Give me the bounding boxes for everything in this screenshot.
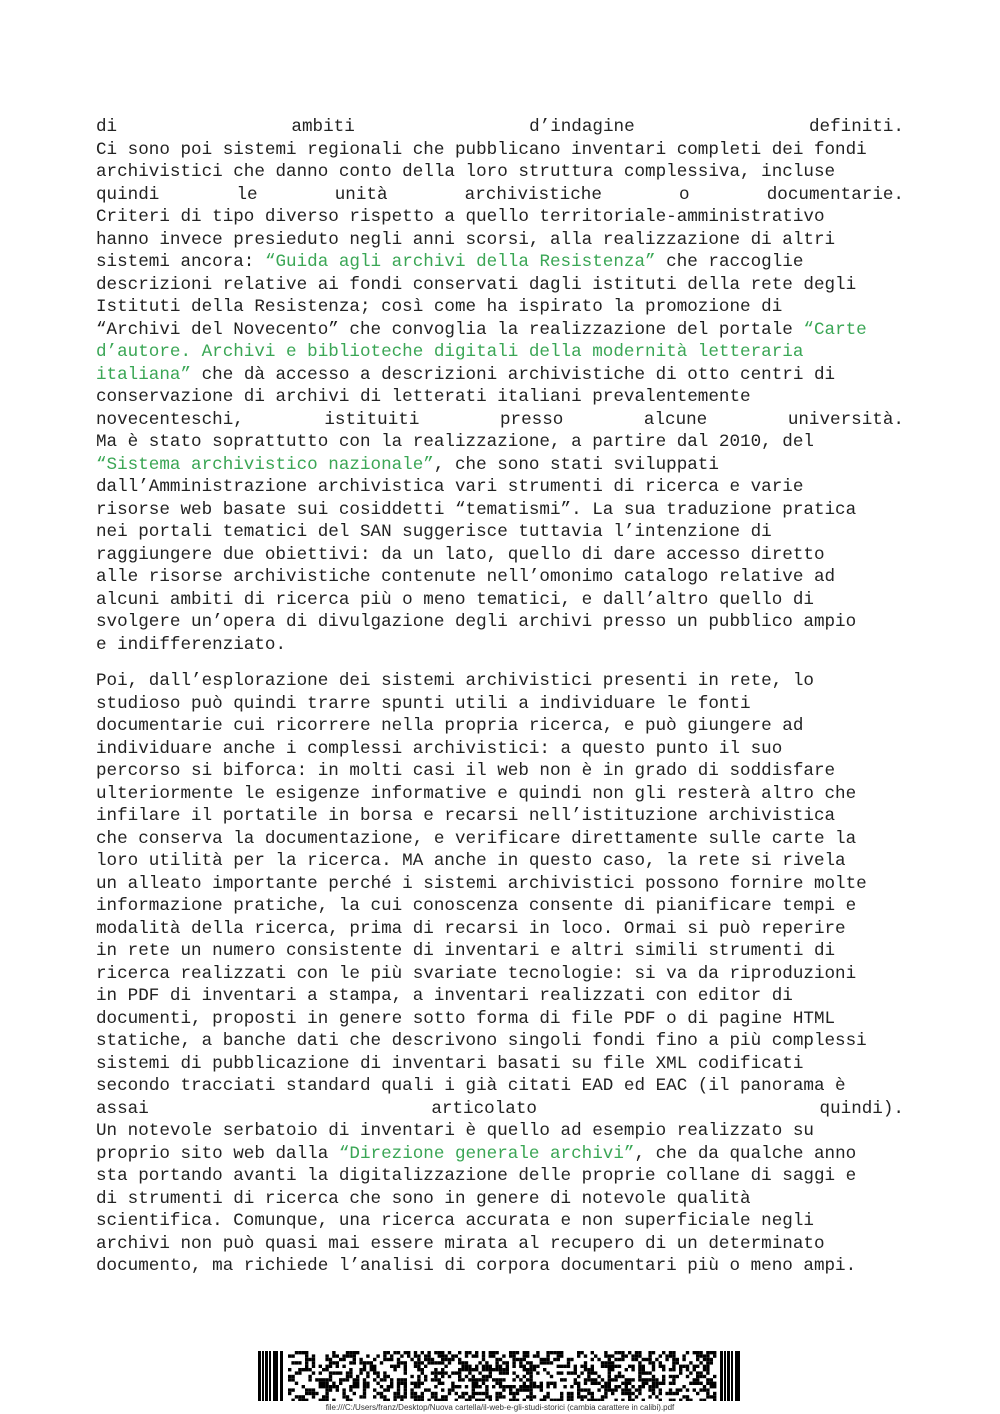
text-line: Poi, dall’esplorazione dei sistemi archivistici presenti in rete, lo (96, 671, 814, 691)
text-line: documenti, proposti in genere sotto forma di file PDF o di pagine HTML (96, 1008, 836, 1029)
link-sistema-archivistico-nazionale[interactable]: “Sistema archivistico nazionale” (96, 454, 434, 475)
text-line: proprio sito web dalla “Direzione generale archivi”, che da qualche anno (96, 1143, 857, 1164)
text-line: nei portali tematici del SAN suggerisce tuttavia l’intenzione di (96, 522, 772, 542)
text-line: statiche, a banche dati che descrivono singoli fondi fino a più complessi (96, 1031, 867, 1051)
text-line: dall’Amministrazione archivistica vari strumenti di ricerca e varie (96, 477, 804, 497)
text-line: sistemi di pubblicazione di inventari basati su file XML codificati (96, 1053, 804, 1074)
text-line: Criteri di tipo diverso rispetto a quello territoriale-amministrativo (96, 207, 825, 227)
text-line: italiana” che dà accesso a descrizioni archivistiche di otto centri di (96, 364, 836, 385)
barcode-image (258, 1351, 742, 1401)
link-direzione-generale-archivi[interactable]: “Direzione generale archivi” (338, 1143, 635, 1164)
text-line: scientifica. Comunque, una ricerca accurata e non superficiale negli (96, 1211, 814, 1231)
body-text (96, 116, 904, 1278)
text-line: studioso può quindi trarre spunti utili a individuare le fonti (96, 693, 751, 714)
text-line: di strumenti di ricerca che sono in genere di notevole qualità (96, 1188, 751, 1209)
text-line: ulteriormente le esigenze informative e quindi non gli resterà altro che (96, 783, 857, 804)
text-line: descrizioni relative ai fondi conservati dagli istituti della rete degli (96, 274, 857, 295)
text-line: archivistici che danno conto della loro struttura complessiva, incluse (96, 162, 836, 182)
text-line: loro utilità per la ricerca. MA anche in questo caso, la rete si rivela (96, 851, 846, 871)
text-line: che conserva la documentazione, e verificare direttamente sulle carte la (96, 828, 857, 849)
text-line: risorse web basate sui cosiddetti “tematismi”. La sua traduzione pratica (96, 499, 857, 520)
link-guida-archivi-resistenza[interactable]: “Guida agli archivi della Resistenza” (264, 252, 656, 272)
text-line: alcuni ambiti di ricerca più o meno tematici, e dall’altro quello di (96, 589, 814, 610)
text-line: sistemi ancora: “Guida agli archivi della Resistenza” che raccoglie (96, 252, 804, 272)
text-line: hanno invece presieduto negli anni scorsi, alla realizzazione di altri (96, 229, 836, 250)
text-line: svolgere un’opera di divulgazione degli archivi presso un pubblico ampio (96, 612, 857, 632)
text-line: percorso si biforca: in molti casi il web non è in grado di soddisfare (96, 761, 836, 781)
text-line: modalità della ricerca, prima di recarsi in loco. Ormai si può reperire (96, 918, 846, 939)
text-line: infilare il portatile in borsa e recarsi nell’istituzione archivistica (96, 806, 836, 826)
text-line (96, 341, 904, 364)
paragraph-1 (96, 116, 904, 656)
text-line: Istituti della Resistenza; così come ha ispirato la promozione di (96, 297, 783, 317)
link-carte-autore[interactable]: d’autore. Archivi e biblioteche digitali della modernità letteraria (96, 342, 804, 362)
text-line: assai articolato quindi). (96, 1098, 904, 1119)
paragraph-2 (96, 670, 904, 1278)
text-line: individuare anche i complessi archivistici: a questo punto il suo (96, 738, 783, 759)
footer-file-path: file:///C:/Users/franz/Desktop/Nuova cartella/il-web-e-gli-studi-storici (cambia carattere in calibi).pdf (325, 1403, 675, 1412)
link-carte-autore[interactable]: italiana” (96, 364, 192, 385)
text-line: Un notevole serbatoio di inventari è quello ad esempio realizzato su (96, 1121, 814, 1141)
text-line: in rete un numero consistente di inventari e altri simili strumenti di (96, 941, 836, 961)
text-line: sta portando avanti la digitalizzazione delle proprie collane di saggi e (96, 1166, 857, 1186)
text-line: alle risorse archivistiche contenute nell’omonimo catalogo relative ad (96, 567, 836, 587)
text-line: novecenteschi, istituiti presso alcune università. (96, 409, 904, 430)
text-line: secondo tracciati standard quali i già citati EAD ed EAC (il panorama è (96, 1076, 846, 1096)
text-line: archivi non può quasi mai essere mirata al recupero di un determinato (96, 1233, 825, 1254)
text-line: raggiungere due obiettivi: da un lato, quello di dare accesso diretto (96, 544, 825, 565)
text-line: di ambiti d’indagine definiti. (96, 117, 904, 137)
text-line: e indifferenziato. (96, 634, 287, 655)
text-line: Ci sono poi sistemi regionali che pubblicano inventari completi dei fondi (96, 139, 867, 160)
text-line: ricerca realizzati con le più svariate tecnologie: si va da riproduzioni (96, 963, 857, 984)
text-line: informazione pratiche, la cui conoscenza consente di pianificare tempi e (96, 896, 857, 916)
link-carte-autore[interactable]: “Carte (803, 319, 867, 340)
text-line: conservazione di archivi di letterati italiani prevalentemente (96, 387, 751, 407)
text-line: in PDF di inventari a stampa, a inventari realizzati con editor di (96, 986, 793, 1006)
text-line: quindi le unità archivistiche o documentarie. (96, 184, 904, 205)
text-line: “Sistema archivistico nazionale”, che sono stati sviluppati (96, 454, 719, 475)
paragraph-spacer (96, 656, 904, 670)
text-line: documento, ma richiede l’analisi di corpora documentari più o meno ampi. (96, 1256, 857, 1276)
text-line: Ma è stato soprattutto con la realizzazione, a partire dal 2010, del (96, 432, 814, 452)
text-line: un alleato importante perché i sistemi archivistici possono fornire molte (96, 873, 867, 894)
text-line: documentarie cui ricorrere nella propria ricerca, e può giungere ad (96, 716, 804, 736)
text-line: “Archivi del Novecento” che convoglia la realizzazione del portale “Carte (96, 319, 867, 340)
